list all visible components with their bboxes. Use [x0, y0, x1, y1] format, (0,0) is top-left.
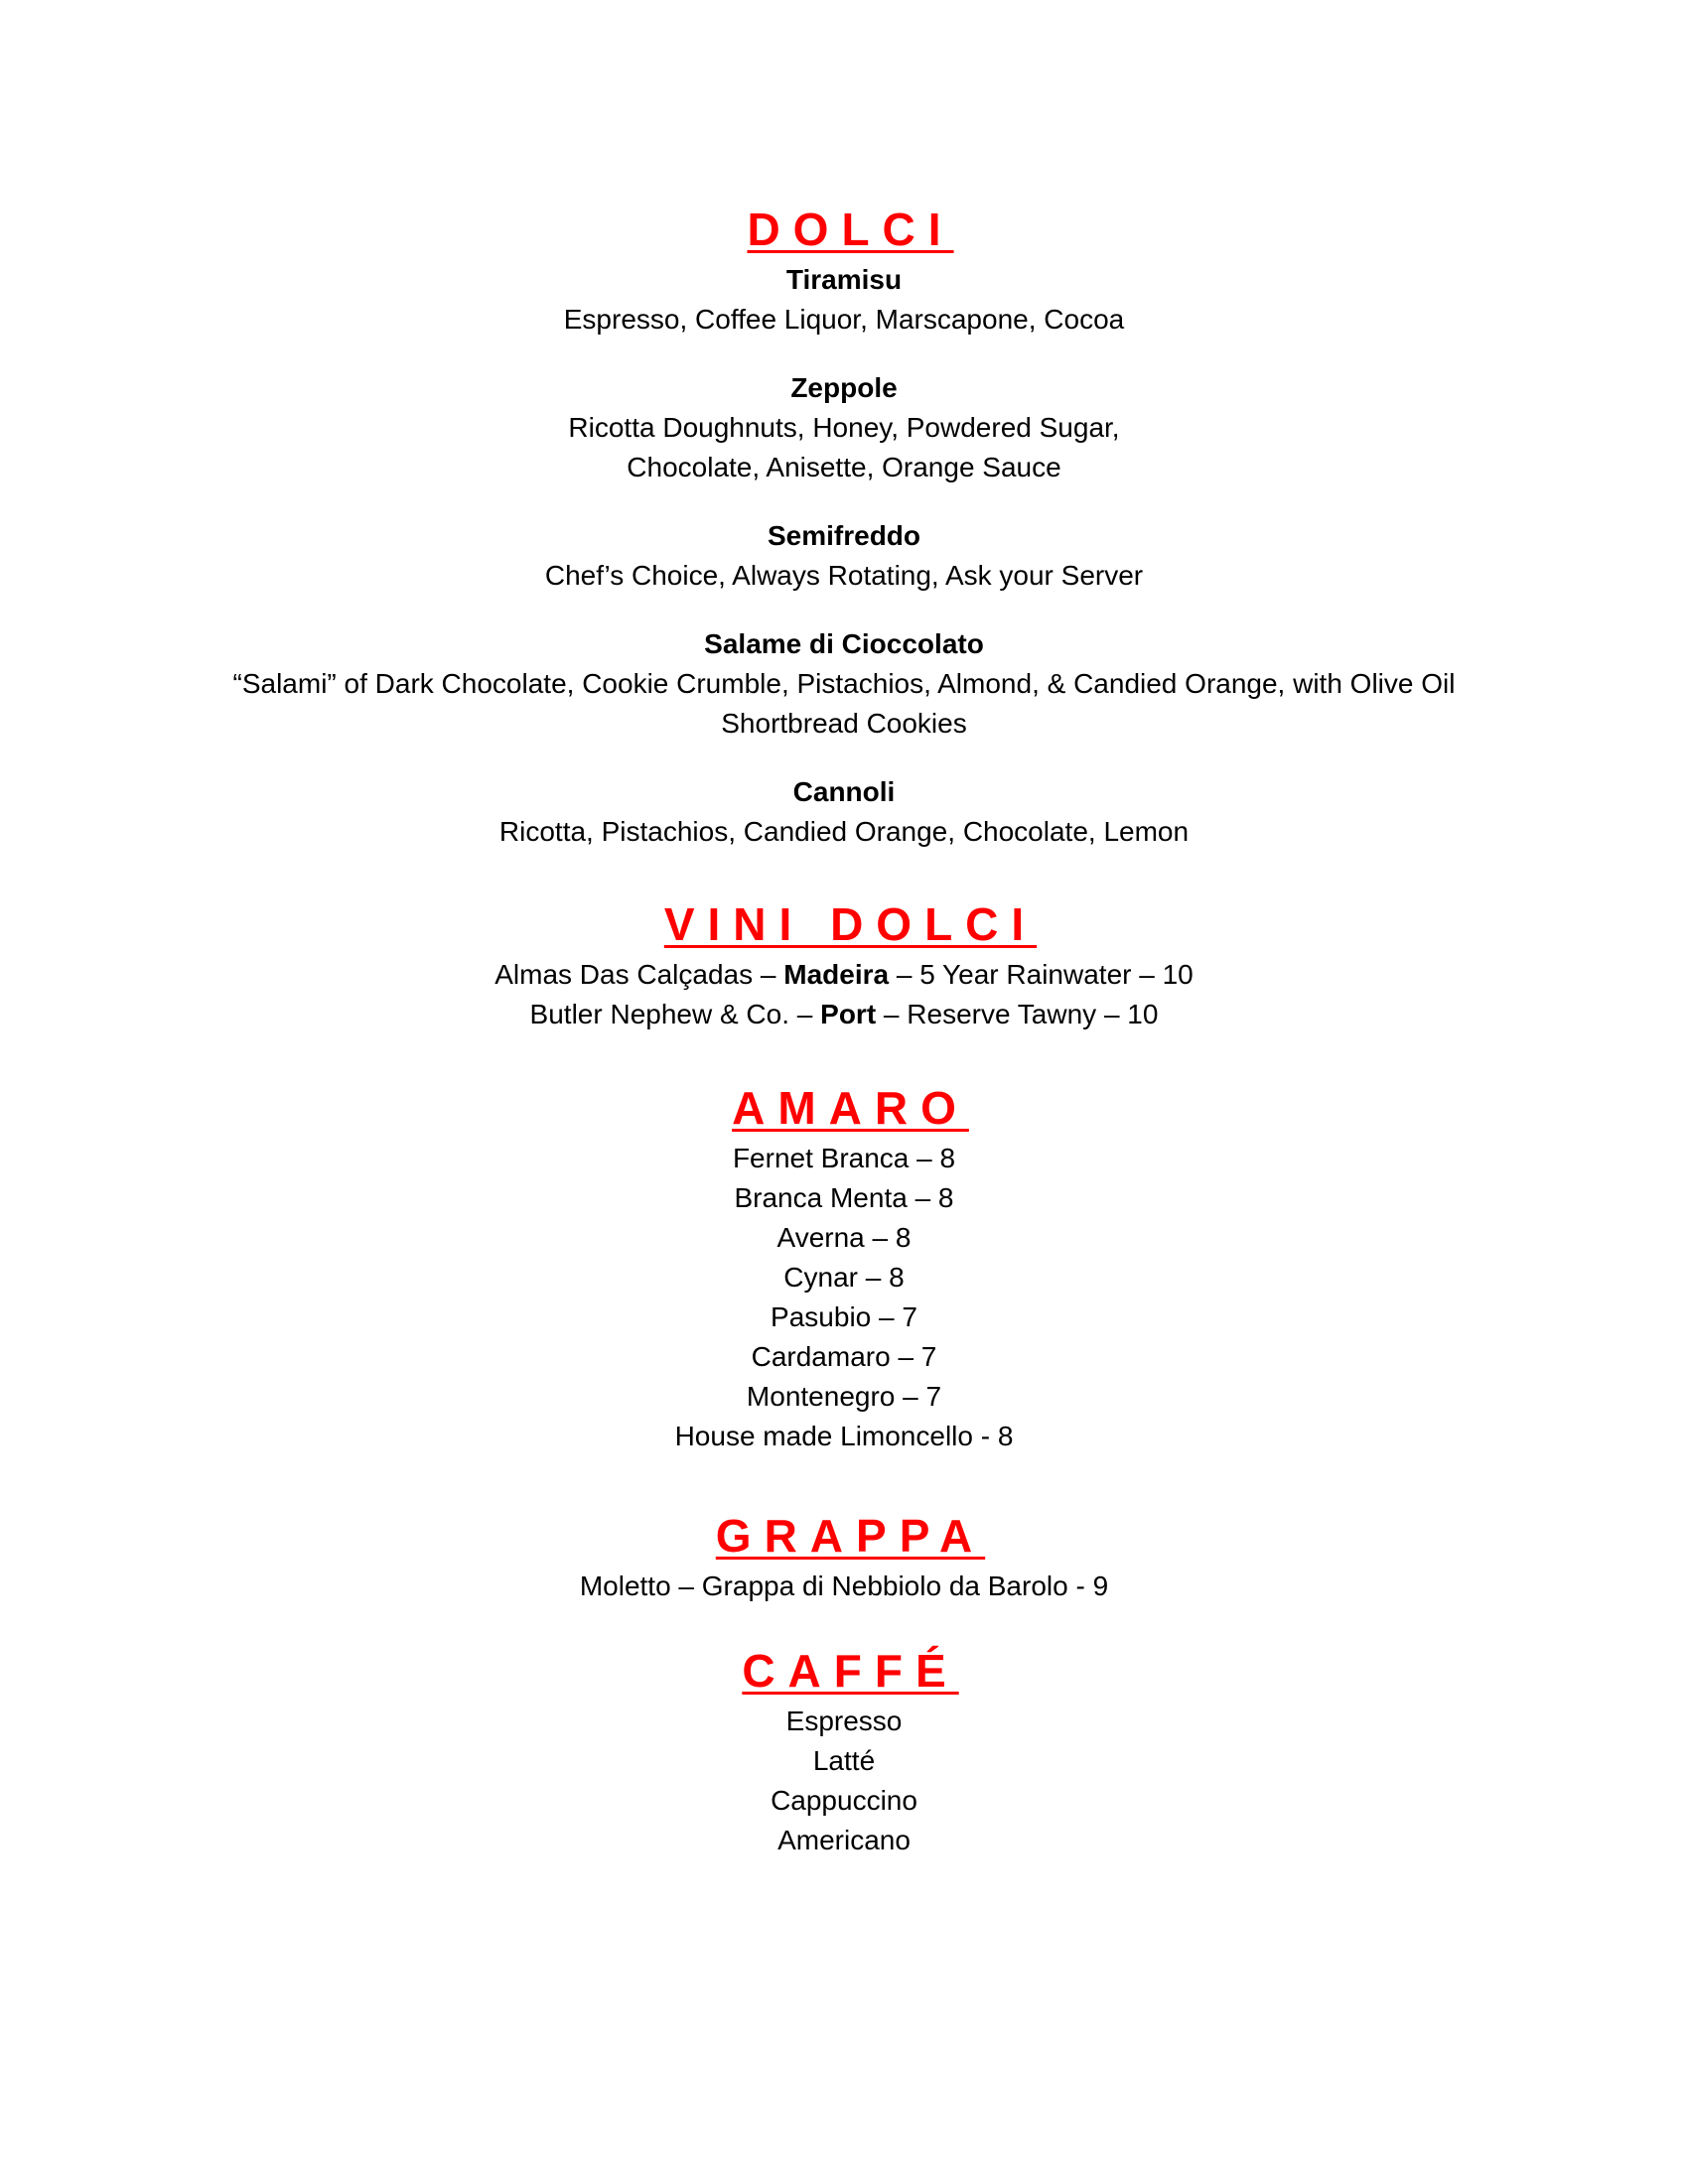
- dessert-name: Zeppole: [790, 372, 898, 403]
- wine-detail: – Reserve Tawny – 10: [876, 999, 1159, 1029]
- dolci-items: [0, 260, 1688, 852]
- dessert-description: Chocolate, Anisette, Orange Sauce: [627, 452, 1061, 482]
- amaro-item: House made Limoncello - 8: [674, 1421, 1014, 1451]
- dessert-item: [0, 772, 1688, 852]
- dessert-description: Shortbread Cookies: [721, 708, 967, 739]
- dessert-description: Ricotta Doughnuts, Honey, Powdered Sugar,: [568, 412, 1120, 443]
- section-title-caffe: CAFFÉ: [742, 1645, 959, 1697]
- amaro-list: [0, 1139, 1688, 1456]
- caffe-item: Espresso: [785, 1706, 903, 1736]
- dessert-description: Espresso, Coffee Liquor, Marscapone, Cocoa: [563, 304, 1125, 335]
- wine-producer: Butler Nephew & Co. –: [529, 999, 821, 1029]
- amaro-item: Cynar – 8: [783, 1262, 905, 1293]
- wine-type: Madeira: [783, 959, 890, 990]
- dessert-description: Chef’s Choice, Always Rotating, Ask your Server: [544, 560, 1144, 591]
- amaro-item: Cardamaro – 7: [751, 1341, 937, 1372]
- section-title-amaro: AMARO: [732, 1082, 969, 1134]
- caffe-item: Latté: [812, 1745, 876, 1776]
- amaro-item: Fernet Branca – 8: [732, 1143, 956, 1173]
- section-title-vini-dolci: VINI DOLCI: [663, 898, 1038, 950]
- dessert-item: [0, 260, 1688, 340]
- caffe-item: Cappuccino: [771, 1785, 917, 1816]
- dessert-item: [0, 624, 1688, 744]
- wine-list: [0, 955, 1688, 1034]
- grappa-list: [0, 1567, 1688, 1606]
- amaro-item: Montenegro – 7: [746, 1381, 942, 1412]
- grappa-item: Moletto – Grappa di Nebbiolo da Barolo - 9: [579, 1570, 1109, 1601]
- wine-item: [0, 955, 1688, 995]
- section-title-grappa: GRAPPA: [715, 1510, 986, 1562]
- dessert-name: Salame di Cioccolato: [704, 628, 984, 659]
- dessert-description: Ricotta, Pistachios, Candied Orange, Chocolate, Lemon: [498, 816, 1190, 847]
- wine-type: Port: [820, 999, 877, 1029]
- caffe-list: [0, 1702, 1688, 1860]
- grappa-section: [0, 1508, 1688, 1606]
- amaro-item: Averna – 8: [776, 1222, 912, 1253]
- dolci-section: [0, 202, 1688, 852]
- dessert-name: Tiramisu: [785, 264, 903, 295]
- dessert-name: Semifreddo: [767, 520, 921, 551]
- vini-dolci-section: [0, 896, 1688, 1034]
- dessert-item: [0, 368, 1688, 487]
- wine-producer: Almas Das Calçadas –: [494, 959, 784, 990]
- wine-item: [0, 995, 1688, 1034]
- dessert-name: Cannoli: [792, 776, 896, 807]
- dessert-item: [0, 516, 1688, 596]
- caffe-item: Americano: [777, 1825, 911, 1855]
- amaro-item: Branca Menta – 8: [734, 1182, 954, 1213]
- dessert-description: “Salami” of Dark Chocolate, Cookie Crumble, Pistachios, Almond, & Candied Orange, with Olive Oil: [232, 668, 1456, 699]
- section-title-dolci: DOLCI: [747, 204, 954, 255]
- amaro-section: [0, 1080, 1688, 1456]
- amaro-item: Pasubio – 7: [771, 1301, 917, 1332]
- caffe-section: [0, 1643, 1688, 1860]
- wine-detail: – 5 Year Rainwater – 10: [889, 959, 1194, 990]
